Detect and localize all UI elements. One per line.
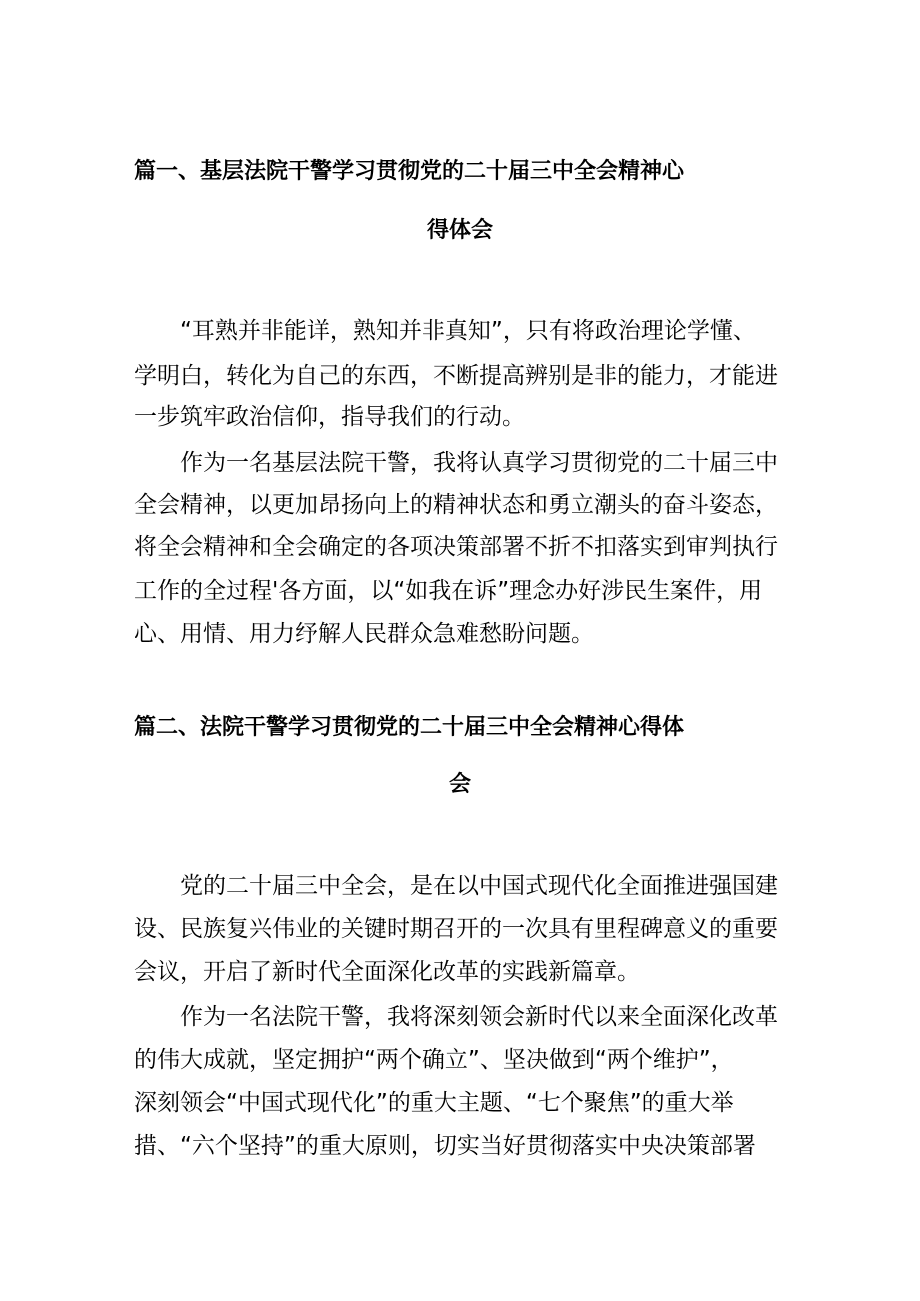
section-2-heading-line-1: 篇二、法院干警学习贯彻党的二十届三中全会精神心得体 [134,715,685,740]
section-1-heading-line-2: 得体会 [427,218,494,243]
section-2-paragraph-2-line-1: 作为一名法院干警，我将深刻领会新时代以来全面深化改革 [180,1004,778,1030]
section-2-heading-line-2: 会 [449,772,472,797]
section-1-heading-line-1: 篇一、基层法院干警学习贯彻党的二十届三中全会精神心 [134,159,685,184]
section-1-paragraph-1-line-1: “耳熟并非能详，熟知并非真知”，只有将政治理论学懂、 [180,318,756,344]
section-1-paragraph-2-line-1: 作为一名基层法院干警，我将认真学习贯彻党的二十届三中 [180,450,778,476]
section-2-paragraph-1-line-2: 设、民族复兴伟业的关键时期召开的一次具有里程碑意义的重要 [134,916,778,942]
section-2-paragraph-2-line-3: 深刻领会“中国式现代化”的重大主题、“七个聚焦”的重大举 [134,1090,734,1116]
section-2-paragraph-2-line-2: 的伟大成就，坚定拥护“两个确立”、坚决做到“两个维护”， [134,1047,734,1073]
section-2-paragraph-1-line-1: 党的二十届三中全会，是在以中国式现代化全面推进强国建 [180,873,778,899]
section-2-paragraph-1-line-3: 会议，开启了新时代全面深化改革的实践新篇章。 [134,959,640,985]
section-2-paragraph-2-line-4: 措、“六个坚持”的重大原则，切实当好贯彻落实中央决策部署 [134,1133,756,1159]
section-1-paragraph-1-line-2: 学明白，转化为自己的东西，不断提高辨别是非的能力，才能进 [134,363,778,389]
section-1-paragraph-2-line-5: 心、用情、用力纾解人民群众急难愁盼问题。 [134,621,594,647]
section-1-paragraph-2-line-2: 全会精神，以更加昂扬向上的精神状态和勇立潮头的奋斗姿态， [134,492,778,518]
section-1-paragraph-2-line-4: 工作的全过程'各方面，以“如我在诉”理念办好涉民生案件，用 [134,578,763,604]
section-1-paragraph-1-line-3: 一步筑牢政治信仰，指导我们的行动。 [134,404,525,430]
section-1-paragraph-2-line-3: 将全会精神和全会确定的各项决策部署不折不扣落实到审判执行 [134,534,778,560]
